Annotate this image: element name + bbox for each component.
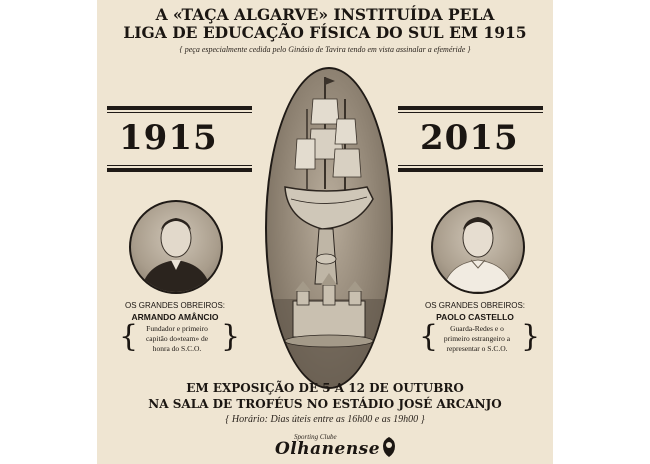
left-caption-brace-open: { [119,319,139,354]
right-desc-line-1: Guarda-Redes e o [450,324,504,333]
right-caption-brace-open: { [419,319,439,354]
club-logo-small-text: Sporting Clube [294,433,337,441]
subtitle: { peça especialmente cedida pelo Ginásio de Tavira tendo em vista assinalar a efeméride } [179,45,471,54]
poster [97,0,553,464]
left-caption-name: ARMANDO AMÂNCIO [131,312,219,322]
rule-right-top-thick [398,106,543,110]
right-caption-brace-close: } [521,319,541,354]
rule-left-top-thin [107,112,252,113]
portrait-paolo-castello [431,200,525,294]
right-caption-lead: OS GRANDES OBREIROS: [424,301,526,310]
year-left: 1915 [119,118,218,158]
right-caption-name: PAOLO CASTELLO [436,312,514,322]
title-line-2: LIGA DE EDUCAÇÃO FÍSICA DO SUL EM 1915 [123,23,527,42]
trophy-photo-oval [265,67,393,389]
left-desc-line-1: Fundador e primeiro [146,324,208,333]
right-desc-line-2: primeiro estrangeiro a [443,334,511,343]
rule-right-bottom-thick [398,168,543,172]
year-right: 2015 [420,118,519,158]
exhibition-line-2: NA SALA DE TROFÉUS NO ESTÁDIO JOSÉ ARCANJO [148,397,502,411]
rule-right-top-thin [398,112,543,113]
hours-text: { Horário: Dias úteis entre as 16h00 e as 19h00 } [225,414,425,425]
rule-left-bottom-thick [107,168,252,172]
right-caption-desc [435,324,519,354]
left-caption-desc [135,324,219,354]
person-icon [131,202,221,292]
left-desc-line-2: capitão do«team» de [145,334,209,343]
club-logo-name: Olhanense [275,439,381,459]
person-icon [433,202,523,292]
club-crest-icon [380,436,398,458]
left-caption-lead: OS GRANDES OBREIROS: [124,301,226,310]
rule-left-top-thick [107,106,252,110]
left-desc-line-3: honra do S.C.O. [152,344,202,353]
left-caption-brace-close: } [221,319,241,354]
rule-left-bottom-thin [107,165,252,166]
trophy-ship-icon [267,69,391,387]
exhibition-line-1: EM EXPOSIÇÃO DE 5 A 12 DE OUTUBRO [186,381,464,395]
title-line-1: A «TAÇA ALGARVE» INSTITUÍDA PELA [155,5,495,24]
rule-right-bottom-thin [398,165,543,166]
portrait-armando-amancio [129,200,223,294]
right-desc-line-3: representar o S.C.O. [446,344,508,353]
